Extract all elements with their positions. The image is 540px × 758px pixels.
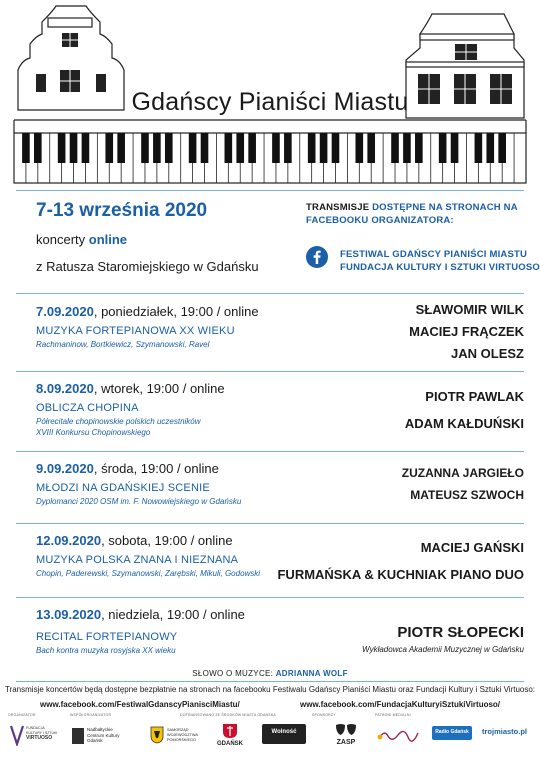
- nck-line: Gdańsk: [87, 738, 103, 743]
- black-key: [141, 133, 149, 163]
- concert-title: MUZYKA POLSKA ZNANA I NIEZNANA: [36, 554, 239, 566]
- performer-note: Wykładowca Akademii Muzycznej w Gdańsku: [362, 645, 524, 654]
- divider: [16, 371, 524, 372]
- online-label: online: [88, 232, 128, 247]
- virtuoso-mark-icon: [10, 724, 24, 746]
- facebook-icon[interactable]: [306, 246, 328, 268]
- divider: [16, 597, 524, 598]
- black-key: [70, 133, 78, 163]
- music-word-name: ADRIANNA WOLF: [275, 669, 348, 678]
- concert-time: , środa, 19:00 / online: [93, 461, 219, 476]
- black-key: [498, 133, 506, 163]
- performer: JAN OLESZ: [451, 346, 524, 361]
- concert-block: [36, 533, 286, 579]
- divider: [16, 293, 524, 294]
- concert-date: 13.09.2020: [36, 607, 102, 622]
- concert-title: OBLICZA CHOPINA: [36, 402, 139, 414]
- gdansk-logo: [212, 723, 248, 751]
- concert-date: 12.09.2020: [36, 533, 102, 548]
- nck-line: Nadbałtyckie: [87, 727, 113, 732]
- concert-block: [36, 607, 286, 656]
- festival-url-link[interactable]: www.facebook.com/FestiwalGdanscyPianisciMiastu/: [40, 700, 240, 709]
- transmission-word: TRANSMISJE: [306, 202, 370, 213]
- concert-date-line: [36, 304, 286, 319]
- divider: [16, 451, 524, 452]
- page-title: Gdańscy Pianiści Miastu: [131, 88, 409, 116]
- concert-program-line2: XVIII Konkursu Chopinowskiego: [36, 428, 151, 437]
- script-logo: [376, 727, 420, 743]
- zasp-logo: [326, 723, 366, 751]
- concert-program: Półrecitale chopinowskie polskich uczestników: [36, 417, 201, 426]
- logo-caption: SPONSORZY: [312, 713, 336, 717]
- black-key: [308, 133, 316, 163]
- concert-program: Chopin, Paderewski, Szymanowski, Zarębski, Mikuli, Godowski: [36, 569, 261, 578]
- logo-caption: WSPÓŁORGANIZATOR: [70, 713, 112, 717]
- concert-program: Rachmaninow, Bortkiewicz, Szymanowski, Ravel: [36, 340, 210, 349]
- black-key: [58, 133, 66, 163]
- black-key: [332, 133, 340, 163]
- performer: PIOTR PAWLAK: [425, 389, 524, 404]
- festival-dates: 7-13 września 2020: [36, 200, 208, 221]
- black-key: [367, 133, 375, 163]
- concert-title: MŁODZI NA GDAŃSKIEJ SCENIE: [36, 482, 210, 494]
- black-key: [391, 133, 399, 163]
- performer: PIOTR SŁOPECKI: [397, 624, 524, 641]
- black-key: [415, 133, 423, 163]
- header-illustration: [0, 0, 540, 190]
- performer: FURMAŃSKA & KUCHNIAK PIANO DUO: [277, 567, 524, 582]
- trojmiasto-logo: [482, 727, 538, 741]
- black-key: [189, 133, 197, 163]
- concert-program: Dyplomanci 2020 OSM im. F. Nowowiejskiego w Gdańsku: [36, 497, 242, 506]
- zasp-label: ZASP: [336, 739, 356, 746]
- wolnosc-logo: [262, 724, 306, 744]
- transmission-line2: FACEBOOKU ORGANIZATORA:: [306, 215, 454, 226]
- nck-mark-icon: [72, 728, 84, 744]
- concert-date-line: [36, 381, 286, 396]
- black-key: [153, 133, 161, 163]
- black-key: [475, 133, 483, 163]
- performer: MACIEJ GAŃSKI: [420, 540, 524, 555]
- concert-date: 9.09.2020: [36, 461, 94, 476]
- black-key: [165, 133, 173, 163]
- concert-time: , poniedziałek, 19:00 / online: [93, 304, 259, 319]
- concert-date-line: [36, 607, 286, 622]
- griffin-crest-icon: [150, 726, 164, 744]
- black-key: [451, 133, 459, 163]
- black-key: [236, 133, 244, 163]
- fb-page-foundation[interactable]: FUNDACJA KULTURY I SZTUKI VIRTUOSO: [340, 262, 540, 273]
- virtuoso-line: VIRTUOSO: [26, 735, 53, 741]
- concert-block: [36, 304, 286, 350]
- performer: ADAM KAŁDUŃSKI: [404, 416, 524, 431]
- fb-page-festival[interactable]: FESTIWAL GDAŃSCY PIANIŚCI MIASTU: [340, 249, 528, 260]
- black-key: [201, 133, 209, 163]
- concerts-prefix: koncerty: [36, 232, 86, 247]
- pomorskie-line: WOJEWÓDZTWA: [167, 733, 198, 737]
- divider: [16, 681, 524, 682]
- black-key: [284, 133, 292, 163]
- black-key: [439, 133, 447, 163]
- sponsor-logos: [0, 713, 540, 758]
- black-key: [105, 133, 113, 163]
- black-key: [248, 133, 256, 163]
- divider: [16, 523, 524, 524]
- transmission-rest: DOSTĘPNE NA STRONACH NA: [372, 202, 518, 213]
- performer: SŁAWOMIR WILK: [415, 302, 524, 317]
- concert-title: RECITAL FORTEPIANOWY: [36, 631, 178, 643]
- black-key: [34, 133, 42, 163]
- pomorskie-logo: [150, 725, 206, 747]
- black-key: [22, 133, 30, 163]
- black-key: [320, 133, 328, 163]
- black-key: [403, 133, 411, 163]
- concert-block: [36, 461, 286, 507]
- pomorskie-line: SAMORZĄD: [167, 728, 189, 732]
- black-key: [355, 133, 363, 163]
- script-wordmark-icon: [376, 727, 420, 743]
- logo-caption: ORGANIZATOR: [8, 713, 36, 717]
- black-key: [272, 133, 280, 163]
- concert-title: MUZYKA FORTEPIANOWA XX WIEKU: [36, 325, 235, 337]
- concert-time: , niedziela, 19:00 / online: [101, 607, 245, 622]
- black-key: [82, 133, 90, 163]
- concert-date-line: [36, 533, 286, 548]
- concert-date-line: [36, 461, 286, 476]
- concert-program: Bach kontra muzyka rosyjska XX wieku: [36, 646, 176, 655]
- pomorskie-line: POMORSKIEGO: [167, 738, 196, 742]
- music-word-label: SŁOWO O MUZYCE:: [192, 669, 274, 678]
- performer: ZUZANNA JARGIEŁO: [401, 466, 524, 480]
- wolnosc-label: Wolność: [271, 729, 297, 735]
- black-key: [117, 133, 125, 163]
- nck-logo: [72, 726, 142, 746]
- nck-line: Centrum Kultury: [87, 732, 120, 738]
- concert-date: 7.09.2020: [36, 304, 94, 319]
- concert-date: 8.09.2020: [36, 381, 94, 396]
- black-key: [486, 133, 494, 163]
- concert-time: , wtorek, 19:00 / online: [93, 381, 225, 396]
- gdansk-label: GDAŃSK: [216, 741, 243, 747]
- gdansk-crest-icon: [221, 723, 239, 739]
- radio-label: Radio Gdańsk: [435, 729, 469, 735]
- footer-text: Transmisje koncertów będą dostępne bezpłatnie na stronach na facebooku Festiwalu Gdańscy Pianiści Miastu oraz Fundacji Kultury i Sztuki Virtuoso:: [4, 685, 536, 694]
- transmission-heading: [306, 201, 526, 227]
- black-key: [225, 133, 233, 163]
- concert-time: , sobota, 19:00 / online: [101, 533, 233, 548]
- logo-caption: DOFINANSOWANO ZE ŚRODKÓW MIASTA GDAŃSKA: [180, 713, 276, 717]
- logo-caption: PATRONI MEDIALNI: [375, 713, 411, 717]
- virtuoso-line: KULTURY I SZTUKI: [26, 731, 58, 735]
- venue-line: z Ratusza Staromiejskiego w Gdańsku: [36, 259, 259, 274]
- performer: MATEUSZ SZWOCH: [410, 488, 524, 502]
- music-word-line: [0, 669, 540, 678]
- concerts-online-line: [36, 232, 127, 247]
- radio-gdansk-logo: [432, 726, 472, 740]
- virtuoso-line: FUNDACJA: [26, 726, 45, 730]
- trojmiasto-label: trojmiasto.pl: [482, 727, 528, 736]
- performer: MACIEJ FRĄCZEK: [409, 324, 524, 339]
- facebook-pages: [340, 248, 540, 274]
- concert-block: [36, 381, 286, 438]
- virtuoso-logo: [10, 724, 62, 746]
- foundation-url-link[interactable]: www.facebook.com/FundacjaKulturyiSztukiVirtuoso/: [300, 700, 501, 709]
- divider: [16, 190, 524, 191]
- theatre-masks-icon: [335, 723, 357, 737]
